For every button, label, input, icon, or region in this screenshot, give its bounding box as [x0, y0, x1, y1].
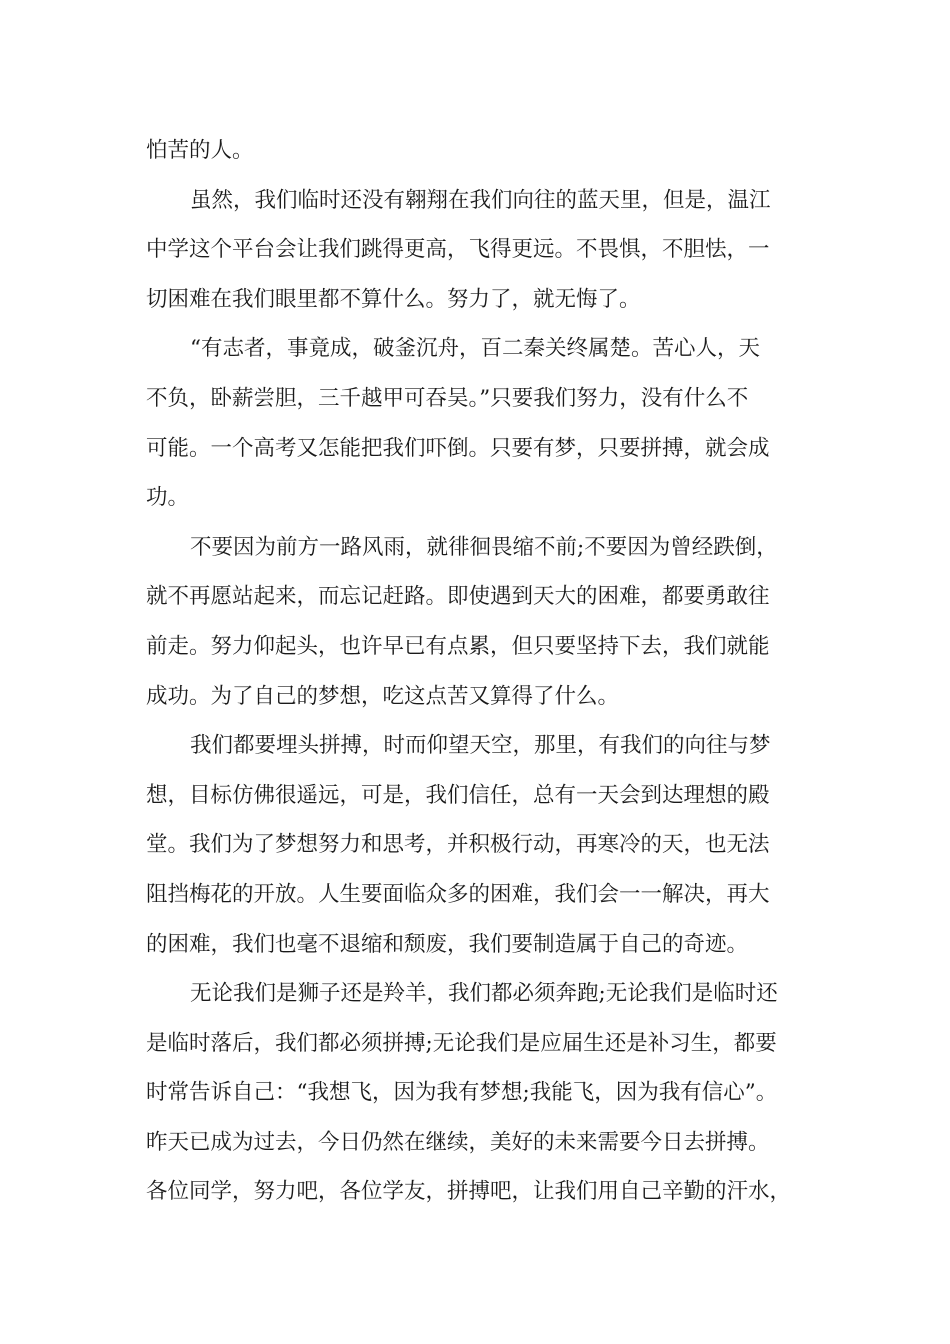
paragraph-first-line: 不要因为前方一路风雨，就徘徊畏缩不前;不要因为曾经跌倒，: [190, 534, 778, 560]
text-line: 想，目标仿佛很遥远，可是，我们信任，总有一天会到达理想的殿: [146, 782, 770, 808]
text-line: 前走。努力仰起头，也许早已有点累，但只要坚持下去，我们就能: [146, 633, 770, 659]
text-line: 各位同学，努力吧，各位学友，拼搏吧，让我们用自己辛勤的汗水，: [146, 1179, 792, 1205]
text-line: 昨天已成为过去，今日仍然在继续，美好的未来需要今日去拼搏。: [146, 1129, 770, 1155]
text-line: 成功。为了自己的梦想，吃这点苦又算得了什么。: [146, 683, 620, 709]
body-text: [146, 126, 810, 1217]
text-line: 中学这个平台会让我们跳得更高，飞得更远。不畏惧，不胆怯，一: [146, 237, 770, 263]
text-line: 怕苦的人。: [146, 138, 254, 163]
paragraph-first-line: 无论我们是狮子还是羚羊，我们都必须奔跑;无论我们是临时还: [190, 981, 778, 1007]
text-line: 的困难，我们也毫不退缩和颓废，我们要制造属于自己的奇迹。: [146, 931, 749, 957]
text-line: 就不再愿站起来，而忘记赶路。即使遇到天大的困难，都要勇敢往: [146, 584, 770, 610]
text-line: 阻挡梅花的开放。人生要面临众多的困难，我们会一一解决，再大: [146, 881, 770, 907]
paragraph-first-line: 虽然，我们临时还没有翱翔在我们向往的蓝天里，但是，温江: [190, 187, 771, 213]
text-line: 堂。我们为了梦想努力和思考，并积极行动，再寒冷的天，也无法: [146, 832, 770, 858]
text-line: 功。: [146, 485, 190, 511]
text-line: 不负，卧薪尝胆，三千越甲可吞吴。”只要我们努力，没有什么不: [146, 385, 749, 411]
paragraph-first-line: 我们都要埋头拼搏，时而仰望天空，那里，有我们的向往与梦: [190, 733, 771, 759]
text-line: 时常告诉自己：“我想飞，因为我有梦想;我能飞，因为我有信心”。: [146, 1080, 778, 1106]
paragraph-first-line: “有志者，事竟成，破釜沉舟，百二秦关终属楚。苦心人，天: [190, 336, 760, 362]
text-line: 切困难在我们眼里都不算什么。努力了，就无悔了。: [146, 286, 641, 312]
text-line: 可能。一个高考又怎能把我们吓倒。只要有梦，只要拼搏，就会成: [146, 435, 770, 461]
text-line: 是临时落后，我们都必须拼搏;无论我们是应届生还是补习生，都要: [146, 1030, 777, 1056]
